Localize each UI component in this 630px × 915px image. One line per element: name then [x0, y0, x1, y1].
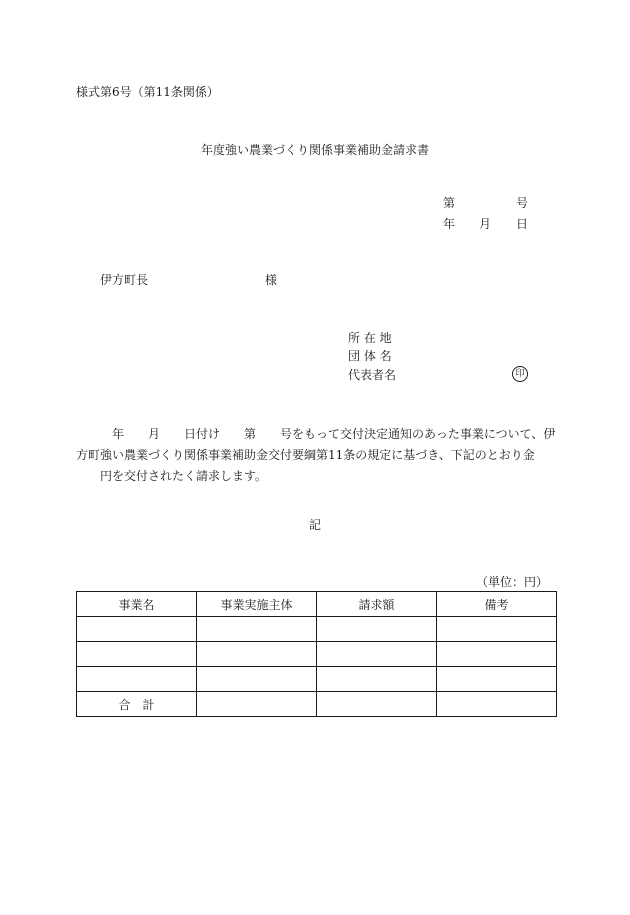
unit-label: （単位：円） — [475, 575, 548, 589]
table-cell[interactable] — [197, 692, 317, 717]
table-cell[interactable] — [317, 692, 437, 717]
table-row — [77, 642, 557, 667]
table-cell[interactable] — [317, 667, 437, 692]
body-year: 年 — [112, 427, 125, 441]
request-body — [76, 424, 556, 487]
table-cell[interactable] — [77, 667, 197, 692]
header-implementing-entity: 事業実施主体 — [197, 592, 317, 617]
date-line — [443, 217, 533, 231]
table-cell[interactable] — [317, 617, 437, 642]
form-number: 様式第6号（第11条関係） — [76, 85, 219, 99]
table-cell[interactable] — [437, 667, 557, 692]
representative-label: 代表者名 — [348, 368, 397, 382]
header-remarks: 備考 — [437, 592, 557, 617]
table-cell[interactable] — [197, 642, 317, 667]
body-month: 月 — [148, 427, 161, 441]
table-cell[interactable] — [77, 642, 197, 667]
header-project-name: 事業名 — [77, 592, 197, 617]
table-cell[interactable] — [197, 667, 317, 692]
address-label: 所 在 地 — [348, 331, 392, 345]
table-cell[interactable] — [437, 617, 557, 642]
table-cell[interactable] — [437, 642, 557, 667]
table-cell[interactable] — [437, 692, 557, 717]
header-claim-amount: 請求額 — [317, 592, 437, 617]
date-day: 日 — [516, 217, 529, 231]
body-line-2: 方町強い農業づくり関係事業補助金交付要綱第11条の規定に基づき、下記のとおり金 — [76, 448, 535, 462]
total-label: 合 計 — [77, 692, 197, 717]
body-day-suffix: 日付け — [184, 427, 221, 441]
addressee-name: 伊方町長 — [100, 273, 149, 287]
addressee-honorific: 様 — [265, 273, 278, 287]
organization-label: 団 体 名 — [348, 349, 392, 363]
table-header-row — [77, 592, 557, 617]
table-row — [77, 667, 557, 692]
seal-mark: 印 — [512, 366, 528, 382]
table-row — [77, 617, 557, 642]
body-dai: 第 — [244, 427, 257, 441]
number-go: 号 — [516, 196, 529, 210]
table-cell[interactable] — [197, 617, 317, 642]
body-line-3: 円を交付されたく請求します。 — [100, 469, 268, 483]
claim-table — [76, 591, 557, 717]
table-cell[interactable] — [77, 617, 197, 642]
date-month: 月 — [479, 217, 492, 231]
ki-heading: 記 — [308, 518, 321, 532]
table-total-row — [77, 692, 557, 717]
table-cell[interactable] — [317, 642, 437, 667]
number-dai: 第 — [443, 196, 456, 210]
body-line-1 — [76, 424, 556, 445]
date-year: 年 — [443, 217, 456, 231]
document-number-line — [443, 196, 533, 210]
document-title: 年度強い農業づくり関係事業補助金請求書 — [200, 143, 429, 157]
body-line-1-rest: 号をもって交付決定通知のあった事業について、伊 — [280, 427, 556, 441]
